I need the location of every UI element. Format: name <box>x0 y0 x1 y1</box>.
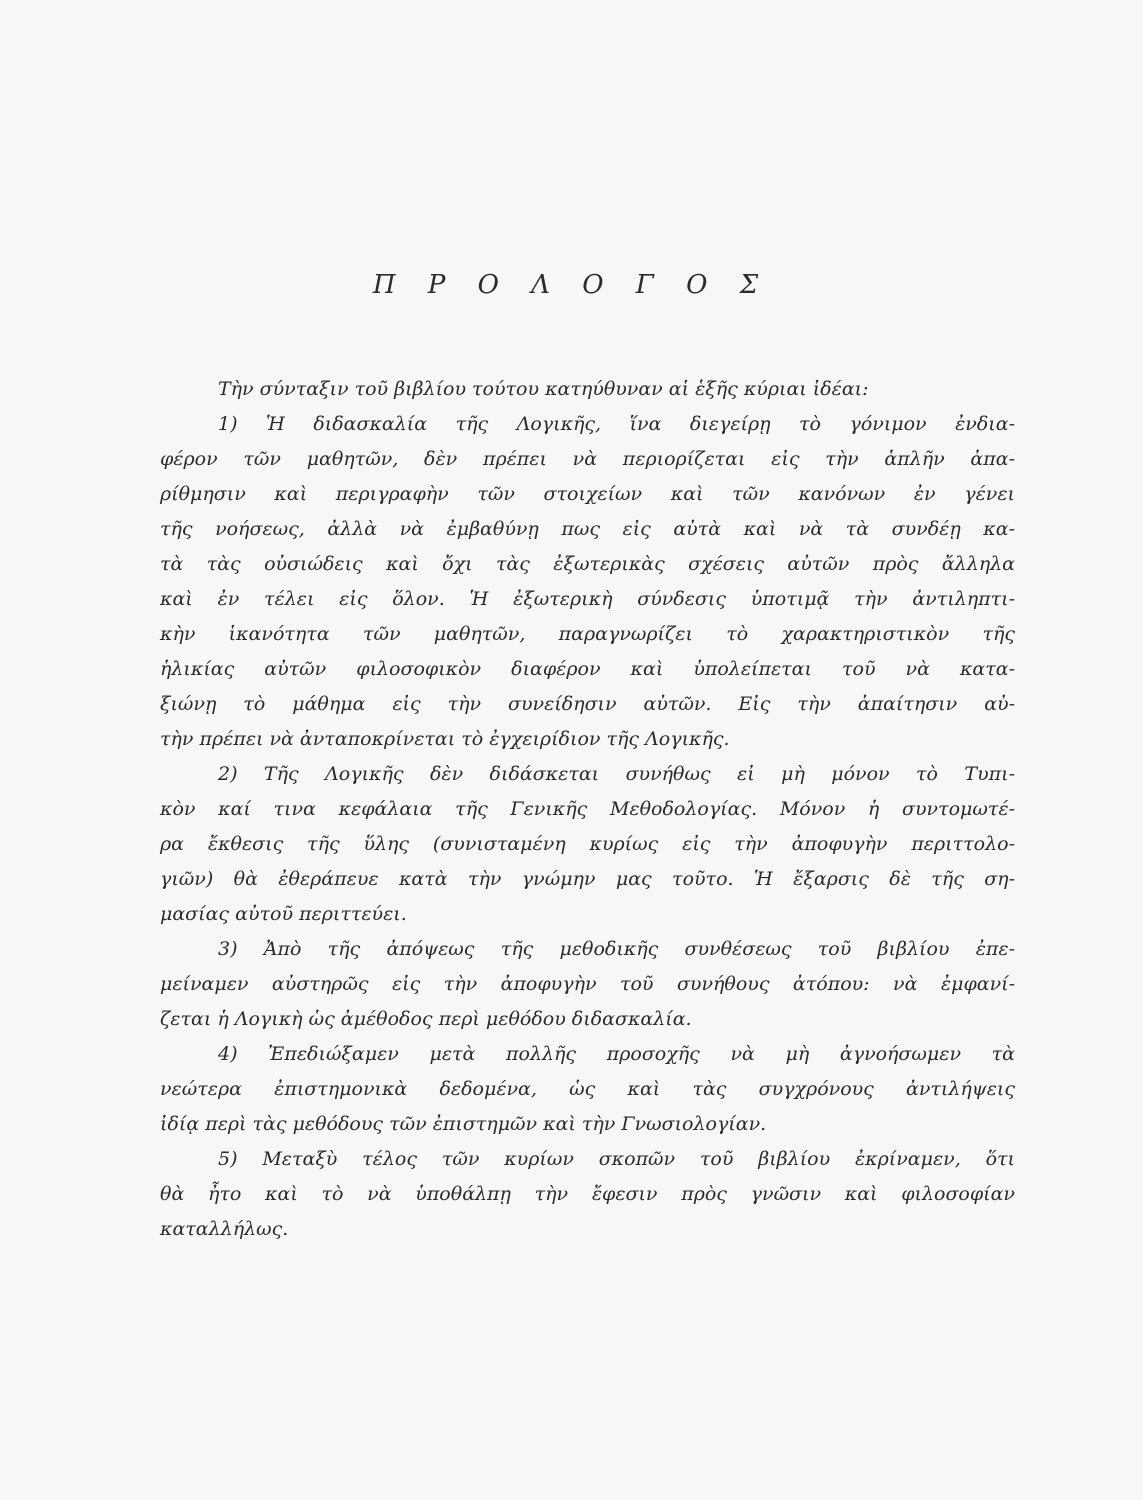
text-line: 4) Ἐπεδιώξαμεν μετὰ πολλῆς προσοχῆς νὰ μὴ ἀγνοήσωμεν τὰ <box>218 1043 1015 1065</box>
text-line: τῆς νοήσεως, ἀλλὰ νὰ ἐμβαθύνῃ πως εἰς αὐτὰ καὶ νὰ τὰ συνδέῃ κα- <box>160 518 1015 540</box>
text-line: καὶ ἐν τέλει εἰς ὅλον. Ἡ ἐξωτερικὴ σύνδεσις ὑποτιμᾷ τὴν ἀντιληπτι- <box>160 588 1015 610</box>
text-line: 2) Τῆς Λογικῆς δὲν διδάσκεται συνήθως εἰ μὴ μόνον τὸ Τυπι- <box>218 763 1015 785</box>
text-line: νεώτερα ἐπιστημονικὰ δεδομένα, ὡς καὶ τὰς συγχρόνους ἀντιλήψεις <box>160 1078 1015 1100</box>
text-line: φέρον τῶν μαθητῶν, δὲν πρέπει νὰ περιορίζεται εἰς τὴν ἁπλῆν ἀπα- <box>160 448 1015 470</box>
text-line: κὸν καί τινα κεφάλαια τῆς Γενικῆς Μεθοδολογίας. Μόνον ἡ συντομωτέ- <box>160 798 1015 820</box>
page-title: Π Ρ Ο Λ Ο Γ Ο Σ <box>372 270 771 300</box>
text-line: τὴν πρέπει νὰ ἀνταποκρίνεται τὸ ἐγχειρίδιον τῆς Λογικῆς. <box>160 728 730 750</box>
text-line: τὰ τὰς οὐσιώδεις καὶ ὄχι τὰς ἐξωτερικὰς σχέσεις αὐτῶν πρὸς ἄλληλα <box>160 553 1015 575</box>
text-line: ρίθμησιν καὶ περιγραφὴν τῶν στοιχείων καὶ τῶν κανόνων ἐν γένει <box>160 483 1015 505</box>
text-line: 3) Ἀπὸ τῆς ἀπόψεως τῆς μεθοδικῆς συνθέσεως τοῦ βιβλίου ἐπε- <box>218 938 1015 960</box>
text-line: ἰδίᾳ περὶ τὰς μεθόδους τῶν ἐπιστημῶν καὶ τὴν Γνωσιολογίαν. <box>160 1113 767 1135</box>
text-line: ρα ἔκθεσις τῆς ὕλης (συνισταμένη κυρίως εἰς τὴν ἀποφυγὴν περιττολο- <box>160 833 1015 855</box>
text-line: μείναμεν αὐστηρῶς εἰς τὴν ἀποφυγὴν τοῦ συνήθους ἀτόπου: νὰ ἐμφανί- <box>160 973 1015 995</box>
preface-body <box>160 372 1015 1247</box>
text-line: 5) Μεταξὺ τέλος τῶν κυρίων σκοπῶν τοῦ βιβλίου ἐκρίναμεν, ὅτι <box>218 1148 1015 1170</box>
text-line: μασίας αὐτοῦ περιττεύει. <box>160 903 407 925</box>
text-line: καταλλήλως. <box>160 1218 289 1240</box>
text-line: 1) Ἡ διδασκαλία τῆς Λογικῆς, ἵνα διεγείρῃ τὸ γόνιμον ἐνδια- <box>218 413 1015 435</box>
text-line: θὰ ἦτο καὶ τὸ νὰ ὑποθάλπῃ τὴν ἔφεσιν πρὸς γνῶσιν καὶ φιλοσοφίαν <box>160 1183 1015 1205</box>
text-line: ἡλικίας αὐτῶν φιλοσοφικὸν διαφέρον καὶ ὑπολείπεται τοῦ νὰ κατα- <box>160 658 1015 680</box>
text-line: ξιώνῃ τὸ μάθημα εἰς τὴν συνείδησιν αὐτῶν. Εἰς τὴν ἀπαίτησιν αὐ- <box>160 693 1015 715</box>
text-line: κὴν ἱκανότητα τῶν μαθητῶν, παραγνωρίζει τὸ χαρακτηριστικὸν τῆς <box>160 623 1015 645</box>
text-line: γιῶν) θὰ ἐθεράπευε κατὰ τὴν γνώμην μας τοῦτο. Ἡ ἔξαρσις δὲ τῆς ση- <box>160 868 1015 890</box>
text-line: Τὴν σύνταξιν τοῦ βιβλίου τούτου κατηύθυναν αἱ ἑξῆς κύριαι ἰδέαι: <box>218 378 869 400</box>
text-line: ζεται ἡ Λογικὴ ὡς ἀμέθοδος περὶ μεθόδου διδασκαλία. <box>160 1008 692 1030</box>
